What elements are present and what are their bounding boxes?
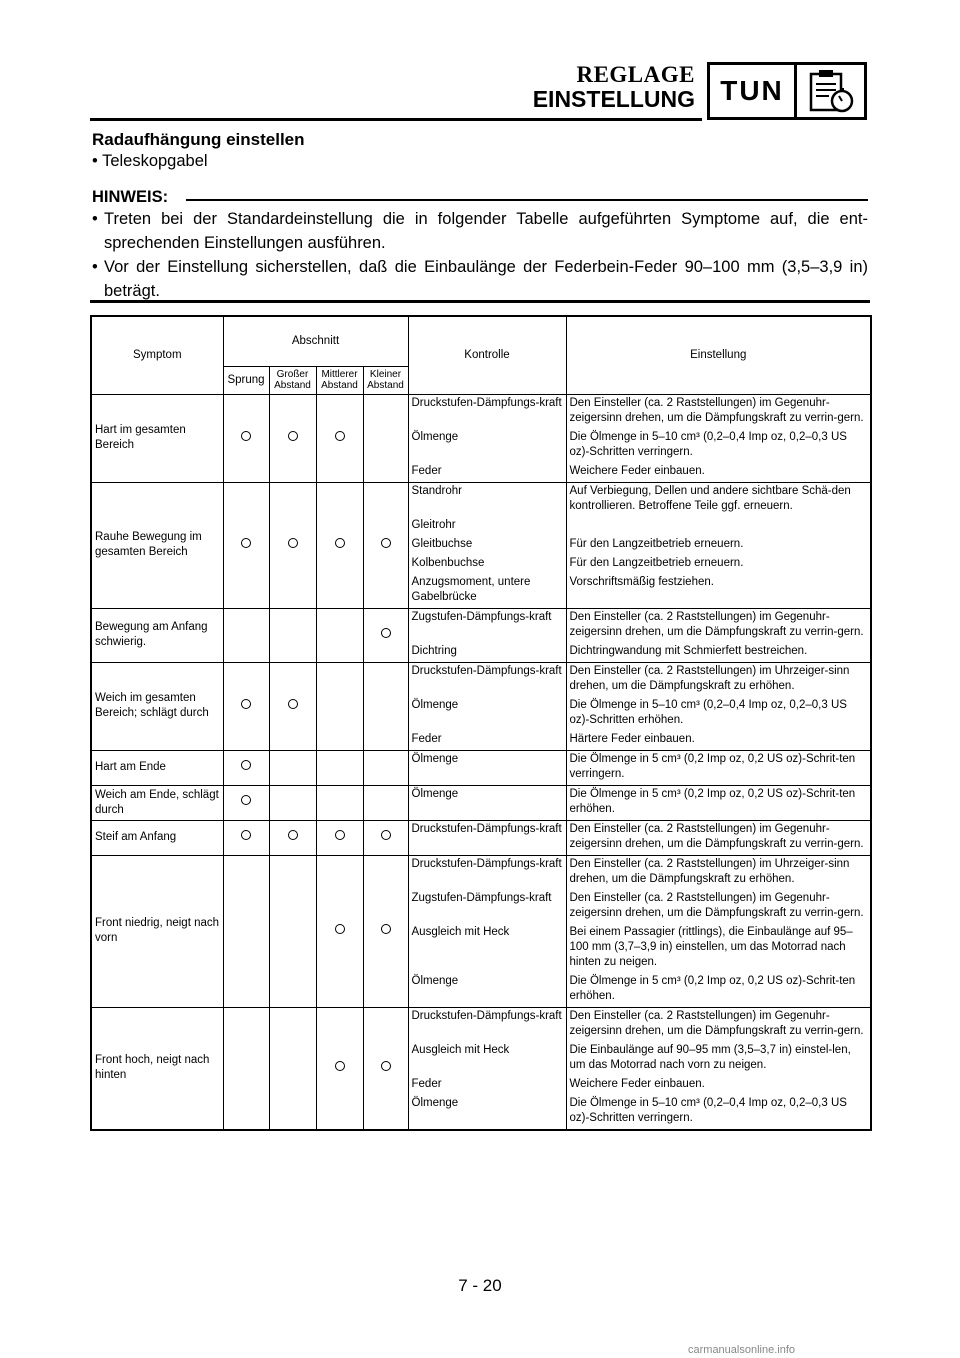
circle-mark-icon <box>288 699 298 709</box>
hinweis-label: HINWEIS: <box>92 188 169 206</box>
circle-mark-icon <box>335 538 345 548</box>
einstellung-cell: Für den Langzeitbetrieb erneuern. <box>566 536 871 555</box>
hinweis-note-2 <box>92 255 868 303</box>
section-mark-cell <box>363 820 408 855</box>
header-title-fr: REGLAGE <box>576 62 695 87</box>
circle-mark-icon <box>381 830 391 840</box>
kontrolle-cell: Standrohr <box>408 482 566 517</box>
section-mark-cell <box>316 855 363 1007</box>
kontrolle-cell: Ölmenge <box>408 785 566 820</box>
table-row <box>91 750 871 785</box>
circle-mark-icon <box>335 1061 345 1071</box>
kontrolle-cell: Ölmenge <box>408 750 566 785</box>
circle-mark-icon <box>288 538 298 548</box>
table-row <box>91 662 871 697</box>
circle-mark-icon <box>335 431 345 441</box>
einstellung-cell: Die Ölmenge in 5 cm³ (0,2 Imp oz, 0,2 US oz)-Schrit-ten erhöhen. <box>566 785 871 820</box>
kontrolle-cell: Ausgleich mit Heck <box>408 1042 566 1076</box>
section-mark-cell <box>316 394 363 482</box>
section-mark-cell <box>316 785 363 820</box>
kontrolle-cell: Ölmenge <box>408 697 566 731</box>
section-mark-cell <box>269 750 316 785</box>
einstellung-cell: Weichere Feder einbauen. <box>566 463 871 483</box>
symptom-cell: Front hoch, neigt nach hinten <box>91 1007 223 1130</box>
circle-mark-icon <box>381 924 391 934</box>
page-number: 7 - 20 <box>458 1276 502 1295</box>
kontrolle-cell: Zugstufen-Dämpfungs-kraft <box>408 608 566 643</box>
section-mark-cell <box>316 820 363 855</box>
einstellung-cell: Auf Verbiegung, Dellen und andere sichtbare Schä-den kontrollieren. Betroffene Teile ggf. erneuern. <box>566 482 871 517</box>
header-kleiner: Kleiner Abstand <box>363 366 408 394</box>
section-mark-cell <box>223 820 269 855</box>
header-sprung: Sprung <box>223 366 269 394</box>
einstellung-cell: Den Einsteller (ca. 2 Raststellungen) im Uhrzeiger-sinn drehen, um die Dämpfungskraft zu erhöhen. <box>566 662 871 697</box>
einstellung-cell <box>566 517 871 536</box>
einstellung-cell: Den Einsteller (ca. 2 Raststellungen) im Gegenuhr-zeigersinn drehen, um die Dämpfungskraft zu verrin-gern. <box>566 820 871 855</box>
section-mark-cell <box>223 855 269 1007</box>
circle-mark-icon <box>381 1061 391 1071</box>
hinweis-note-1 <box>92 207 868 255</box>
header-mittlerer: Mittlerer Abstand <box>316 366 363 394</box>
header-abschnitt: Abschnitt <box>223 316 408 366</box>
kontrolle-cell: Feder <box>408 463 566 483</box>
kontrolle-cell: Zugstufen-Dämpfungs-kraft <box>408 890 566 924</box>
kontrolle-cell: Ölmenge <box>408 1095 566 1130</box>
einstellung-cell: Bei einem Passagier (rittlings), die Einbaulänge auf 95–100 mm (3,7–3,9 in) einstellen, um das Motorrad nach hinten zu neigen. <box>566 924 871 973</box>
section-mark-cell <box>269 394 316 482</box>
circle-mark-icon <box>241 830 251 840</box>
section-mark-cell <box>269 482 316 608</box>
header-symptom: Symptom <box>91 316 223 394</box>
kontrolle-cell: Kolbenbuchse <box>408 555 566 574</box>
symptom-cell: Bewegung am Anfang schwierig. <box>91 608 223 662</box>
circle-mark-icon <box>288 830 298 840</box>
header-rule <box>90 118 702 121</box>
circle-mark-icon <box>288 431 298 441</box>
circle-mark-icon <box>335 924 345 934</box>
einstellung-cell: Härtere Feder einbauen. <box>566 731 871 751</box>
section-mark-cell <box>316 608 363 662</box>
circle-mark-icon <box>241 538 251 548</box>
header-kontrolle: Kontrolle <box>408 316 566 394</box>
section-mark-cell <box>363 785 408 820</box>
section-mark-cell <box>223 1007 269 1130</box>
kontrolle-cell: Druckstufen-Dämpfungs-kraft <box>408 394 566 429</box>
kontrolle-cell: Anzugsmoment, untere Gabelbrücke <box>408 574 566 609</box>
table-row <box>91 482 871 517</box>
section-mark-cell <box>269 855 316 1007</box>
bullet: • <box>92 210 98 228</box>
circle-mark-icon <box>241 760 251 770</box>
einstellung-cell: Für den Langzeitbetrieb erneuern. <box>566 555 871 574</box>
hinweis-rule <box>186 199 868 201</box>
fork-adjustment-table <box>90 315 872 1131</box>
kontrolle-cell: Feder <box>408 1076 566 1095</box>
circle-mark-icon <box>241 699 251 709</box>
einstellung-cell: Den Einsteller (ca. 2 Raststellungen) im Gegenuhr-zeigersinn drehen, um die Dämpfungskraft zu verrin-gern. <box>566 890 871 924</box>
kontrolle-cell: Druckstufen-Dämpfungs-kraft <box>408 855 566 890</box>
einstellung-cell: Die Ölmenge in 5 cm³ (0,2 Imp oz, 0,2 US oz)-Schrit-ten erhöhen. <box>566 973 871 1008</box>
section-mark-cell <box>223 394 269 482</box>
kontrolle-cell: Gleitbuchse <box>408 536 566 555</box>
table-row <box>91 608 871 643</box>
section-mark-cell <box>316 1007 363 1130</box>
section-mark-cell <box>363 608 408 662</box>
kontrolle-cell: Ölmenge <box>408 429 566 463</box>
section-subtitle: • Teleskopgabel <box>92 152 208 170</box>
section-mark-cell <box>223 482 269 608</box>
symptom-cell: Hart am Ende <box>91 750 223 785</box>
section-mark-cell <box>316 750 363 785</box>
section-mark-cell <box>223 662 269 750</box>
circle-mark-icon <box>381 538 391 548</box>
einstellung-cell: Die Einbaulänge auf 90–95 mm (3,5–3,7 in) einstel-len, um das Motorrad nach vorn zu neigen. <box>566 1042 871 1076</box>
symptom-cell: Steif am Anfang <box>91 820 223 855</box>
symptom-cell: Weich im gesamten Bereich; schlägt durch <box>91 662 223 750</box>
einstellung-cell: Die Ölmenge in 5 cm³ (0,2 Imp oz, 0,2 US oz)-Schrit-ten verringern. <box>566 750 871 785</box>
table-row <box>91 785 871 820</box>
section-mark-cell <box>316 662 363 750</box>
circle-mark-icon <box>241 795 251 805</box>
einstellung-cell: Den Einsteller (ca. 2 Raststellungen) im Gegenuhr-zeigersinn drehen, um die Dämpfungskraft zu verrin-gern. <box>566 394 871 429</box>
kontrolle-cell: Feder <box>408 731 566 751</box>
kontrolle-cell: Druckstufen-Dämpfungs-kraft <box>408 820 566 855</box>
hinweis-end-rule <box>90 300 870 303</box>
kontrolle-cell: Gleitrohr <box>408 517 566 536</box>
table-row <box>91 820 871 855</box>
section-mark-cell <box>316 482 363 608</box>
table-row <box>91 394 871 429</box>
note-text: Treten bei der Standardeinstellung die in folgender Tabelle aufgeführten Symptome auf, die ent-sprechenden Einstellungen ausführen. <box>104 210 868 252</box>
section-mark-cell <box>223 785 269 820</box>
circle-mark-icon <box>241 431 251 441</box>
einstellung-cell: Vorschriftsmäßig festziehen. <box>566 574 871 609</box>
kontrolle-cell: Ausgleich mit Heck <box>408 924 566 973</box>
einstellung-cell: Dichtringwandung mit Schmierfett bestreichen. <box>566 643 871 663</box>
section-mark-cell <box>269 820 316 855</box>
section-mark-cell <box>363 394 408 482</box>
section-mark-cell <box>269 785 316 820</box>
section-mark-cell <box>223 750 269 785</box>
symptom-cell: Hart im gesamten Bereich <box>91 394 223 482</box>
kontrolle-cell: Dichtring <box>408 643 566 663</box>
kontrolle-cell: Druckstufen-Dämpfungs-kraft <box>408 1007 566 1042</box>
watermark: carmanualsonline.info <box>688 1344 796 1356</box>
kontrolle-cell: Druckstufen-Dämpfungs-kraft <box>408 662 566 697</box>
section-title: Radaufhängung einstellen <box>92 130 305 149</box>
section-tab <box>707 62 867 120</box>
symptom-cell: Weich am Ende, schlägt durch <box>91 785 223 820</box>
circle-mark-icon <box>335 830 345 840</box>
einstellung-cell: Die Ölmenge in 5–10 cm³ (0,2–0,4 Imp oz, 0,2–0,3 US oz)-Schritten verringern. <box>566 1095 871 1130</box>
section-mark-cell <box>269 662 316 750</box>
section-mark-cell <box>363 662 408 750</box>
einstellung-cell: Die Ölmenge in 5–10 cm³ (0,2–0,4 Imp oz, 0,2–0,3 US oz)-Schritten verringern. <box>566 429 871 463</box>
section-mark-cell <box>363 750 408 785</box>
header-einstellung: Einstellung <box>566 316 871 394</box>
einstellung-cell: Die Ölmenge in 5–10 cm³ (0,2–0,4 Imp oz, 0,2–0,3 US oz)-Schritten erhöhen. <box>566 697 871 731</box>
section-mark-cell <box>363 1007 408 1130</box>
table-row <box>91 855 871 890</box>
bullet: • <box>92 258 98 276</box>
header-title-de: EINSTELLUNG <box>532 86 695 112</box>
symptom-cell: Rauhe Bewegung im gesamten Bereich <box>91 482 223 608</box>
einstellung-cell: Den Einsteller (ca. 2 Raststellungen) im Uhrzeiger-sinn drehen, um die Dämpfungskraft zu erhöhen. <box>566 855 871 890</box>
section-mark-cell <box>223 608 269 662</box>
section-mark-cell <box>269 608 316 662</box>
section-mark-cell <box>363 482 408 608</box>
section-code: TUN <box>710 65 797 117</box>
clipboard-stopwatch-icon <box>797 65 864 117</box>
circle-mark-icon <box>381 628 391 638</box>
note-text: Vor der Einstellung sicherstellen, daß die Einbaulänge der Federbein-Feder 90–100 mm (3,5–3,9 in) beträgt. <box>104 258 868 300</box>
einstellung-cell: Den Einsteller (ca. 2 Raststellungen) im Gegenuhr-zeigersinn drehen, um die Dämpfungskraft zu verrin-gern. <box>566 608 871 643</box>
einstellung-cell: Weichere Feder einbauen. <box>566 1076 871 1095</box>
table-row <box>91 1007 871 1042</box>
symptom-cell: Front niedrig, neigt nach vorn <box>91 855 223 1007</box>
section-mark-cell <box>363 855 408 1007</box>
einstellung-cell: Den Einsteller (ca. 2 Raststellungen) im Gegenuhr-zeigersinn drehen, um die Dämpfungskraft zu verrin-gern. <box>566 1007 871 1042</box>
header-gross: Großer Abstand <box>269 366 316 394</box>
section-mark-cell <box>269 1007 316 1130</box>
kontrolle-cell: Ölmenge <box>408 973 566 1008</box>
